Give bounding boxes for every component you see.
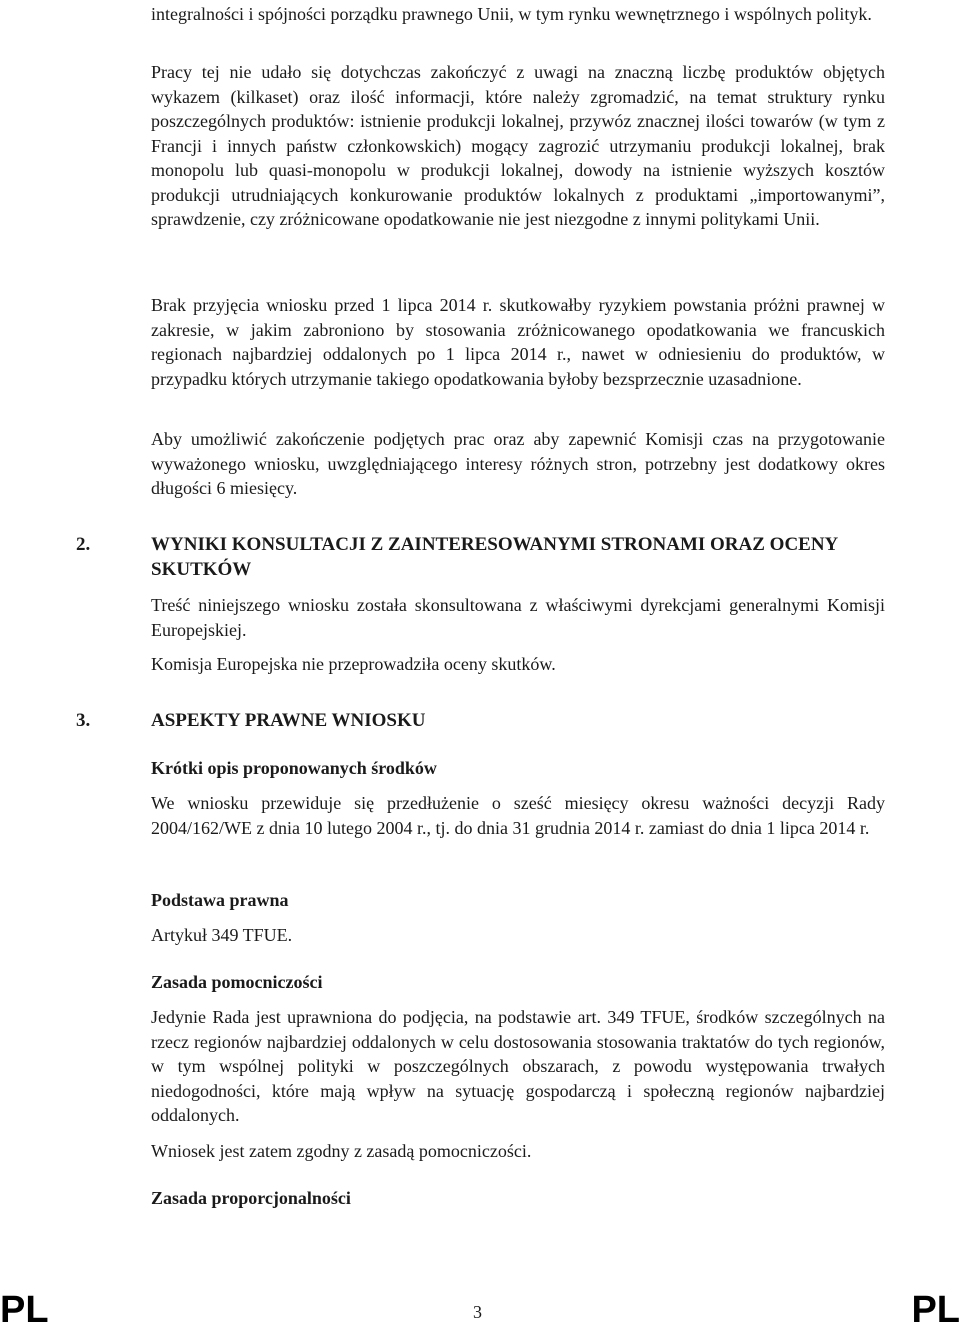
paragraph-additional-period: Aby umożliwić zakończenie podjętych prac oraz aby zapewnić Komisji czas na przygotowanie wyważonego wniosku, uwzględniającego interesy różnych stron, potrzebny jest dodatkowy okres długości 6 miesięcy. (151, 429, 885, 498)
paragraph-continued: integralności i spójności porządku prawnego Unii, w tym rynku wewnętrznego i wspólnych polityk. (151, 4, 872, 24)
paragraph-subsidiarity: Jedynie Rada jest uprawniona do podjęcia, na podstawie art. 349 TFUE, środków szczególnych na rzecz regionów najbardziej oddalonych w celu dostosowania stosowania traktatów do tych regionów, w tym wspólnej polityki w poszczególnych obszarach, z powodu występowania trwałych niedogodności, które mają wpływ na sytuację gospodarczą i społeczną regionów najbardziej oddalonych. (151, 1007, 885, 1125)
subheading-legal-basis: Podstawa prawna (151, 890, 289, 910)
subheading-measures: Krótki opis proponowanych środków (151, 758, 437, 778)
paragraph-subsidiarity-conclusion: Wniosek jest zatem zgodny z zasadą pomocniczości. (151, 1141, 532, 1161)
footer-language-right: PL (911, 1289, 960, 1331)
paragraph-legal-basis: Artykuł 349 TFUE. (151, 925, 293, 945)
footer-language-left: PL (0, 1289, 49, 1331)
section-2-number: 2. (76, 534, 91, 555)
paragraph-consultation: Treść niniejszego wniosku została skonsultowana z właściwymi dyrekcjami generalnymi Komisji Europejskiej. (151, 595, 885, 640)
paragraph-impact-assessment: Komisja Europejska nie przeprowadziła oceny skutków. (151, 654, 556, 674)
section-3-title: ASPEKTY PRAWNE WNIOSKU (151, 710, 426, 731)
paragraph-work-status: Pracy tej nie udało się dotychczas zakończyć z uwagi na znaczną liczbę produktów objętych wykazem (kilkaset) oraz ilość informacji, które należy zgromadzić, na temat struktury rynku poszczególnych produktów: istnienie produkcji lokalnej, przywóz znacznej ilości towarów (w tym z Francji i innych państw członkowskich) mogący zagrozić utrzymaniu produkcji lokalnej, brak monopolu lub quasi-monopolu w produkcji lokalnej, dowody na istnienie wyższych kosztów produkcji utrudniających konkurowanie produktów lokalnych z produktami „importowanymi”, sprawdzenie, czy zróżnicowane opodatkowanie nie jest niezgodne z innymi politykami Unii. (151, 62, 885, 229)
section-2-title: WYNIKI KONSULTACJI Z ZAINTERESOWANYMI STRONAMI ORAZ OCENY SKUTKÓW (151, 534, 838, 580)
paragraph-legal-vacuum-risk: Brak przyjęcia wniosku przed 1 lipca 2014 r. skutkowałby ryzykiem powstania próżni prawnej w zakresie, w jakim zabroniono by stosowania zróżnicowanego opodatkowania we francuskich regionach najbardziej oddalonych po 1 lipca 2014 r., nawet w odniesieniu do produktów, w przypadku których utrzymanie takiego opodatkowania byłoby bezsprzecznie uzasadnione. (151, 295, 885, 389)
subheading-subsidiarity: Zasada pomocniczości (151, 972, 323, 992)
page-number: 3 (473, 1302, 482, 1322)
section-3-number: 3. (76, 710, 91, 731)
paragraph-measures: We wniosku przewiduje się przedłużenie o sześć miesięcy okresu ważności decyzji Rady 2004/162/WE z dnia 10 lutego 2004 r., tj. do dnia 31 grudnia 2014 r. zamiast do dnia 1 lipca 2014 r. (151, 793, 885, 838)
subheading-proportionality: Zasada proporcjonalności (151, 1188, 351, 1208)
page-footer (0, 1290, 960, 1330)
